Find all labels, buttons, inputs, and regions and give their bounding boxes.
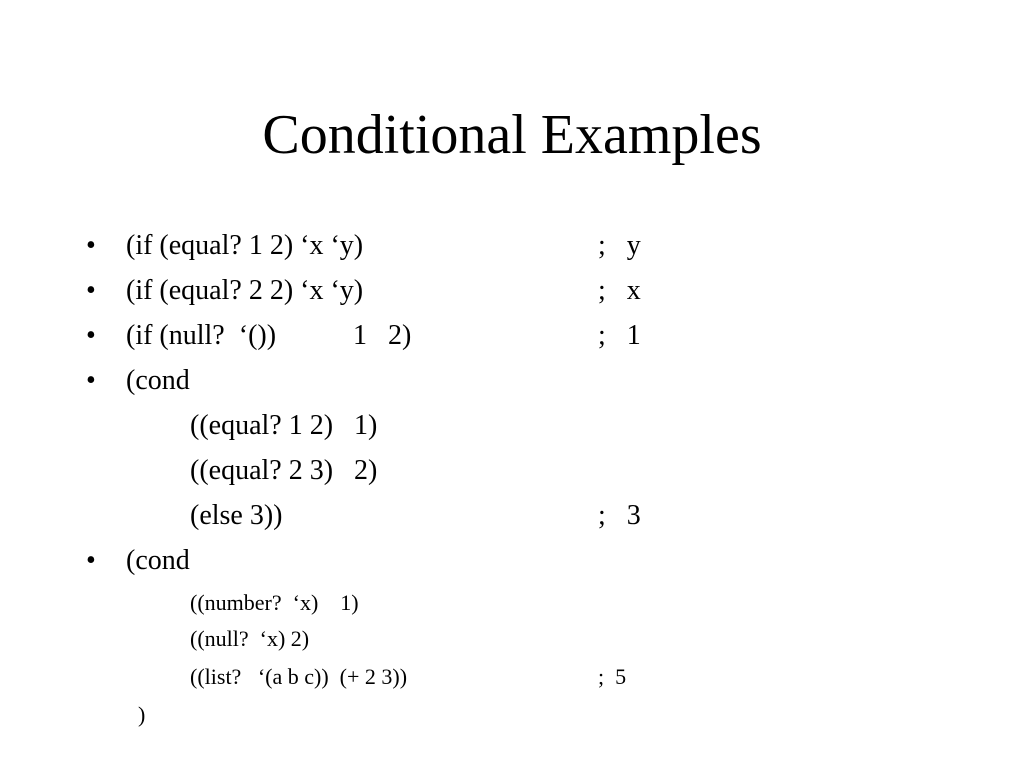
result-comment: ; x [598, 275, 641, 306]
result-comment: ; 1 [598, 320, 641, 351]
code-line [0, 226, 1024, 266]
result-comment: ; y [598, 230, 641, 261]
code-line [0, 695, 1024, 735]
code-text: (if (null? ‘()) 1 2) [126, 320, 412, 351]
code-text: (else 3)) [190, 500, 283, 531]
bullet-marker: • [86, 320, 96, 351]
code-text: (if (equal? 1 2) ‘x ‘y) [126, 230, 364, 261]
code-text: ) [138, 702, 146, 727]
code-text: (cond [126, 545, 190, 576]
code-line [0, 657, 1024, 697]
bullet-marker: • [86, 230, 96, 261]
code-line [0, 316, 1024, 356]
code-line [0, 619, 1024, 659]
code-line [0, 583, 1024, 623]
result-comment: ; 3 [598, 500, 641, 531]
code-line [0, 541, 1024, 581]
slide-title: Conditional Examples [262, 104, 762, 166]
result-comment: ; 5 [598, 664, 627, 689]
bullet-marker: • [86, 545, 96, 576]
code-text: (cond [126, 365, 190, 396]
code-text: ((number? ‘x) 1) [190, 590, 359, 615]
code-line [0, 496, 1024, 536]
code-text: ((null? ‘x) 2) [190, 626, 310, 651]
code-line [0, 406, 1024, 446]
bullet-marker: • [86, 275, 96, 306]
code-line [0, 361, 1024, 401]
code-text: ((equal? 1 2) 1) [190, 410, 378, 441]
code-line [0, 271, 1024, 311]
code-text: ((list? ‘(a b c)) (+ 2 3)) [190, 664, 408, 689]
code-line [0, 451, 1024, 491]
code-text: ((equal? 2 3) 2) [190, 455, 378, 486]
code-text: (if (equal? 2 2) ‘x ‘y) [126, 275, 364, 306]
bullet-marker: • [86, 365, 96, 396]
